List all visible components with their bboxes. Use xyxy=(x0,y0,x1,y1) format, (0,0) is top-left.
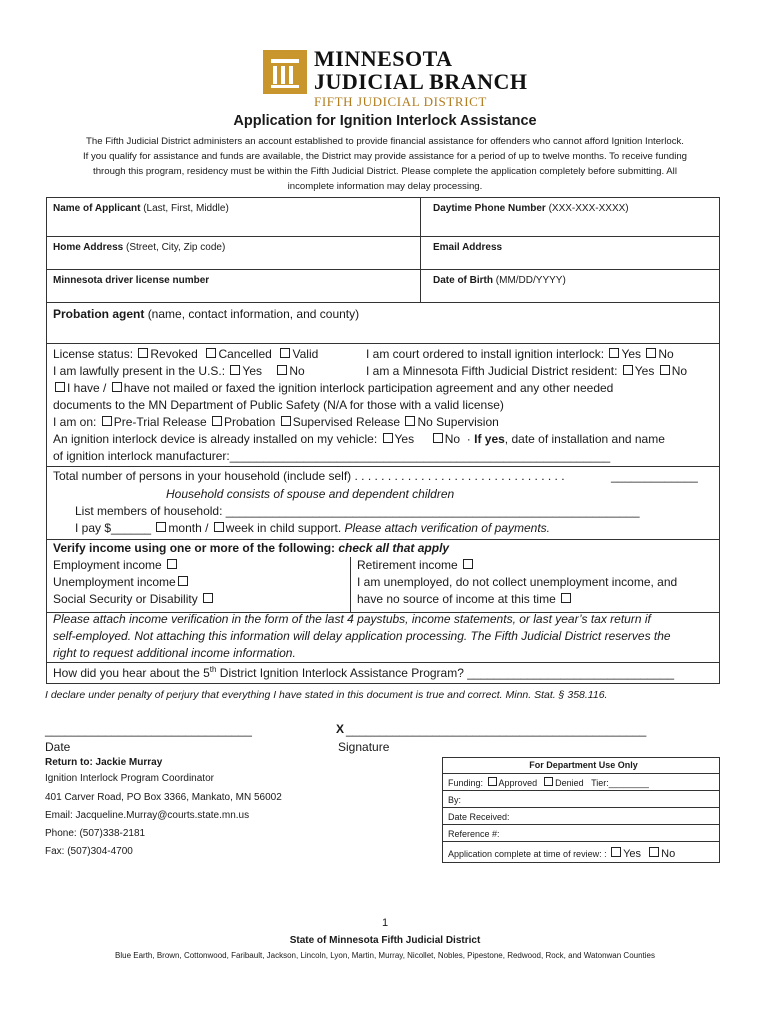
date-signature-field[interactable]: _______________________________ xyxy=(45,723,252,737)
intro-line-4: incomplete information may delay processing. xyxy=(287,181,483,192)
have-not-mailed-checkbox[interactable] xyxy=(112,382,122,392)
lawful-yes-checkbox[interactable] xyxy=(230,365,240,375)
dept-complete-row xyxy=(442,841,720,863)
revoked-checkbox[interactable] xyxy=(138,348,148,358)
court-ordered-no-checkbox[interactable] xyxy=(646,348,656,358)
have-not-mailed-label: have not mailed or faxed the ignition interlock participation agreement and any other needed xyxy=(123,381,614,395)
address-hint: (Street, City, Zip code) xyxy=(126,242,226,253)
week-checkbox[interactable] xyxy=(214,522,224,532)
dept-funding-row xyxy=(442,773,720,791)
home-address-field[interactable] xyxy=(46,236,421,270)
dept-reference-field[interactable]: Reference #: xyxy=(442,824,720,842)
complete-label: Application complete at time of review: : xyxy=(448,849,607,859)
retirement-label: Retirement income xyxy=(357,558,458,572)
license-status-label: License status: xyxy=(53,347,134,361)
name-field[interactable] xyxy=(46,197,421,237)
retirement-row xyxy=(357,558,475,572)
unemployed-line-2: have no source of income at this time xyxy=(357,592,556,606)
lawful-no-checkbox[interactable] xyxy=(277,365,287,375)
cancelled-checkbox[interactable] xyxy=(206,348,216,358)
unemployed-checkbox[interactable] xyxy=(561,593,571,603)
dob-field[interactable] xyxy=(420,269,720,303)
probation-hint: (name, contact information, and county) xyxy=(147,307,360,321)
supervised-release-checkbox[interactable] xyxy=(281,416,291,426)
resident-yes-checkbox[interactable] xyxy=(623,365,633,375)
resident-label: I am a Minnesota Fifth Judicial District resident: xyxy=(366,364,618,378)
return-to-address: 401 Carver Road, PO Box 3366, Mankato, MN 56002 xyxy=(45,792,282,803)
return-to-heading: Return to: Jackie Murray xyxy=(45,757,163,768)
resident-no-checkbox[interactable] xyxy=(660,365,670,375)
name-hint: (Last, First, Middle) xyxy=(143,203,229,214)
tier-field[interactable]: Tier:________ xyxy=(591,778,649,788)
household-total-field[interactable]: _____________ xyxy=(611,469,698,483)
intro-line-1: The Fifth Judicial District administers an account established to provide financial assistance for offenders who cannot afford Ignition Interlock. xyxy=(86,136,684,147)
email-label: Email Address xyxy=(433,242,503,253)
attach-payments-note: Please attach verification of payments. xyxy=(344,521,550,535)
device-no-checkbox[interactable] xyxy=(433,433,443,443)
revoked-label: Revoked xyxy=(150,347,198,361)
return-to-email[interactable]: Email: Jacqueline.Murray@courts.state.mn.us xyxy=(45,810,250,821)
return-to-phone: Phone: (507)338-2181 xyxy=(45,828,146,839)
approved-checkbox[interactable] xyxy=(488,777,497,786)
social-security-checkbox[interactable] xyxy=(203,593,213,603)
complete-yes-checkbox[interactable] xyxy=(611,847,621,857)
no-supervision-checkbox[interactable] xyxy=(405,416,415,426)
license-status-row xyxy=(53,347,318,361)
month-checkbox[interactable] xyxy=(156,522,166,532)
yes-label: Yes xyxy=(394,432,415,446)
address-label: Home Address xyxy=(53,242,124,253)
child-support-amount-field[interactable]: I pay $______ xyxy=(75,521,152,535)
pretrial-label: Pre-Trial Release xyxy=(113,415,207,429)
logo-text-judicial-branch: JUDICIAL BRANCH xyxy=(314,69,528,94)
if-yes-label: If yes xyxy=(474,432,505,446)
phone-hint: (XXX-XXX-XXXX) xyxy=(548,203,629,214)
yes-label: Yes xyxy=(242,364,262,378)
heard-prefix: How did you hear about the 5 xyxy=(53,666,210,680)
return-to-fax: Fax: (507)304-4700 xyxy=(45,846,133,857)
child-support-row xyxy=(75,521,550,535)
attach-income-line-1: Please attach income verification in the form of the last 4 paystubs, income statements, or last year’s tax return if xyxy=(53,612,651,626)
resident-row xyxy=(366,364,687,378)
no-label: No xyxy=(444,432,461,446)
name-label: Name of Applicant xyxy=(53,203,141,214)
page-title: Application for Ignition Interlock Assistance xyxy=(233,113,537,129)
no-label: No xyxy=(671,364,688,378)
complete-no-checkbox[interactable] xyxy=(649,847,659,857)
license-label: Minnesota driver license number xyxy=(53,275,210,286)
unemployed-row xyxy=(357,592,573,606)
unemployment-label: Unemployment income xyxy=(53,575,176,589)
employment-checkbox[interactable] xyxy=(167,559,177,569)
page-number: 1 xyxy=(381,917,389,929)
verify-income-bold: Verify income using one or more of the following: xyxy=(53,541,336,555)
signature-field[interactable]: _____________________________________________ xyxy=(346,723,647,737)
lawfully-label: I am lawfully present in the U.S.: xyxy=(53,364,226,378)
phone-label: Daytime Phone Number xyxy=(433,203,546,214)
have-mailed-checkbox[interactable] xyxy=(55,382,65,392)
unemployed-line-1: I am unemployed, do not collect unemployment income, and xyxy=(357,575,678,589)
yes-label: Yes xyxy=(634,364,655,378)
cancelled-label: Cancelled xyxy=(218,347,272,361)
dob-hint: (MM/DD/YYYY) xyxy=(495,275,566,286)
dob-label: Date of Birth xyxy=(433,275,493,286)
mailed-agreement-row xyxy=(53,381,613,395)
valid-label: Valid xyxy=(292,347,319,361)
probation-label: Probation agent xyxy=(53,307,145,321)
date-signature-label: Date xyxy=(45,740,71,754)
unemployment-row xyxy=(53,575,190,589)
dept-date-received-field[interactable]: Date Received: xyxy=(442,807,720,825)
household-total-label: Total number of persons in your household (include self) . . . . . . . . . . . . . . . . . . . . . . . . . . . . . . . . xyxy=(53,469,565,483)
manufacturer-field[interactable]: of ignition interlock manufacturer:_________________________________________________________ xyxy=(53,449,611,463)
no-label: No xyxy=(289,364,305,378)
return-to-role: Ignition Interlock Program Coordinator xyxy=(45,773,214,784)
income-divider xyxy=(350,557,351,613)
complete-yes-label: Yes xyxy=(623,848,642,860)
email-field[interactable] xyxy=(420,236,720,270)
month-label: month / xyxy=(168,521,209,535)
dept-by-field[interactable]: By: xyxy=(442,790,720,808)
approved-label: Approved xyxy=(498,778,538,788)
courthouse-pillars-icon xyxy=(263,50,307,94)
unemployment-checkbox[interactable] xyxy=(178,576,188,586)
license-number-field[interactable] xyxy=(46,269,421,303)
logo-text-district: FIFTH JUDICIAL DISTRICT xyxy=(314,94,487,109)
no-label: No xyxy=(658,347,674,361)
logo-text-minnesota: MINNESOTA xyxy=(314,46,453,71)
attach-income-line-3: right to request additional income information. xyxy=(53,646,296,660)
probation-checkbox[interactable] xyxy=(212,416,222,426)
household-consists-text: Household consists of spouse and dependent children xyxy=(166,487,455,501)
funding-label: Funding: xyxy=(448,778,484,788)
heard-about-field[interactable] xyxy=(53,665,674,680)
complete-no-label: No xyxy=(661,848,676,860)
probation-option-label: Probation xyxy=(223,415,276,429)
lawfully-present-row xyxy=(53,364,305,378)
attach-income-line-2: self-employed. Not attaching this information will delay application processing. The Fifth Judicial District reserves the xyxy=(53,629,671,643)
social-security-label: Social Security or Disability xyxy=(53,592,198,606)
verify-income-heading xyxy=(53,541,449,555)
footer-district: State of Minnesota Fifth Judicial District xyxy=(289,935,481,946)
probation-agent-field[interactable] xyxy=(46,302,720,344)
court-ordered-row xyxy=(366,347,674,361)
heard-sup: th xyxy=(209,665,217,674)
signature-label: Signature xyxy=(338,740,390,754)
no-supervision-label: No Supervision xyxy=(417,415,499,429)
denied-checkbox[interactable] xyxy=(544,777,553,786)
social-security-row xyxy=(53,592,215,606)
signature-x-mark: X xyxy=(336,722,345,736)
dept-use-heading: For Department Use Only xyxy=(442,757,720,774)
intro-line-3: through this program, residency must be within the Fifth Judicial District. Please complete the application completely before submitting. All xyxy=(93,166,677,177)
heard-suffix: District Ignition Interlock Assistance Program? _______________________________ xyxy=(216,666,675,680)
i-have-label: I have / xyxy=(67,381,107,395)
court-ordered-yes-checkbox[interactable] xyxy=(609,348,619,358)
week-label: week in child support. xyxy=(225,521,342,535)
pretrial-checkbox[interactable] xyxy=(102,416,112,426)
supervised-label: Supervised Release xyxy=(292,415,401,429)
phone-field[interactable] xyxy=(420,197,720,237)
employment-row xyxy=(53,558,179,572)
documents-text: documents to the MN Department of Public Safety (N/A for those with a valid license) xyxy=(53,398,504,412)
valid-checkbox[interactable] xyxy=(280,348,290,358)
device-installed-label: An ignition interlock device is already installed on my vehicle: xyxy=(53,432,378,446)
perjury-declaration: I declare under penalty of perjury that everything I have stated in this document is true and correct. Minn. Stat. § 358.116. xyxy=(45,689,608,701)
yes-label: Yes xyxy=(621,347,642,361)
footer-counties: Blue Earth, Brown, Cottonwood, Faribault, Jackson, Lincoln, Lyon, Martin, Murray, Nicollet, Nobles, Pipestone, Redwood, Rock, and Watonwan Counties xyxy=(115,951,655,960)
if-yes-rest: , date of installation and name xyxy=(504,432,665,446)
device-installed-row: An ignition interlock device is already installed on my vehicle: Yes No · If yes, date of installation and name xyxy=(53,432,665,446)
household-members-field[interactable]: List members of household: ______________________________________________________________ xyxy=(75,504,640,518)
verify-income-italic: check all that apply xyxy=(338,541,450,555)
intro-line-2: If you qualify for assistance and funds are available, the District may provide assistance for a period of up to twelve months. To receive funding xyxy=(82,151,688,162)
supervision-row xyxy=(53,415,499,429)
device-yes-checkbox[interactable] xyxy=(383,433,393,443)
denied-label: Denied xyxy=(555,778,584,788)
court-ordered-label: I am court ordered to install ignition interlock: xyxy=(366,347,605,361)
retirement-checkbox[interactable] xyxy=(463,559,473,569)
employment-label: Employment income xyxy=(53,558,162,572)
i-am-on-label: I am on: xyxy=(53,415,97,429)
